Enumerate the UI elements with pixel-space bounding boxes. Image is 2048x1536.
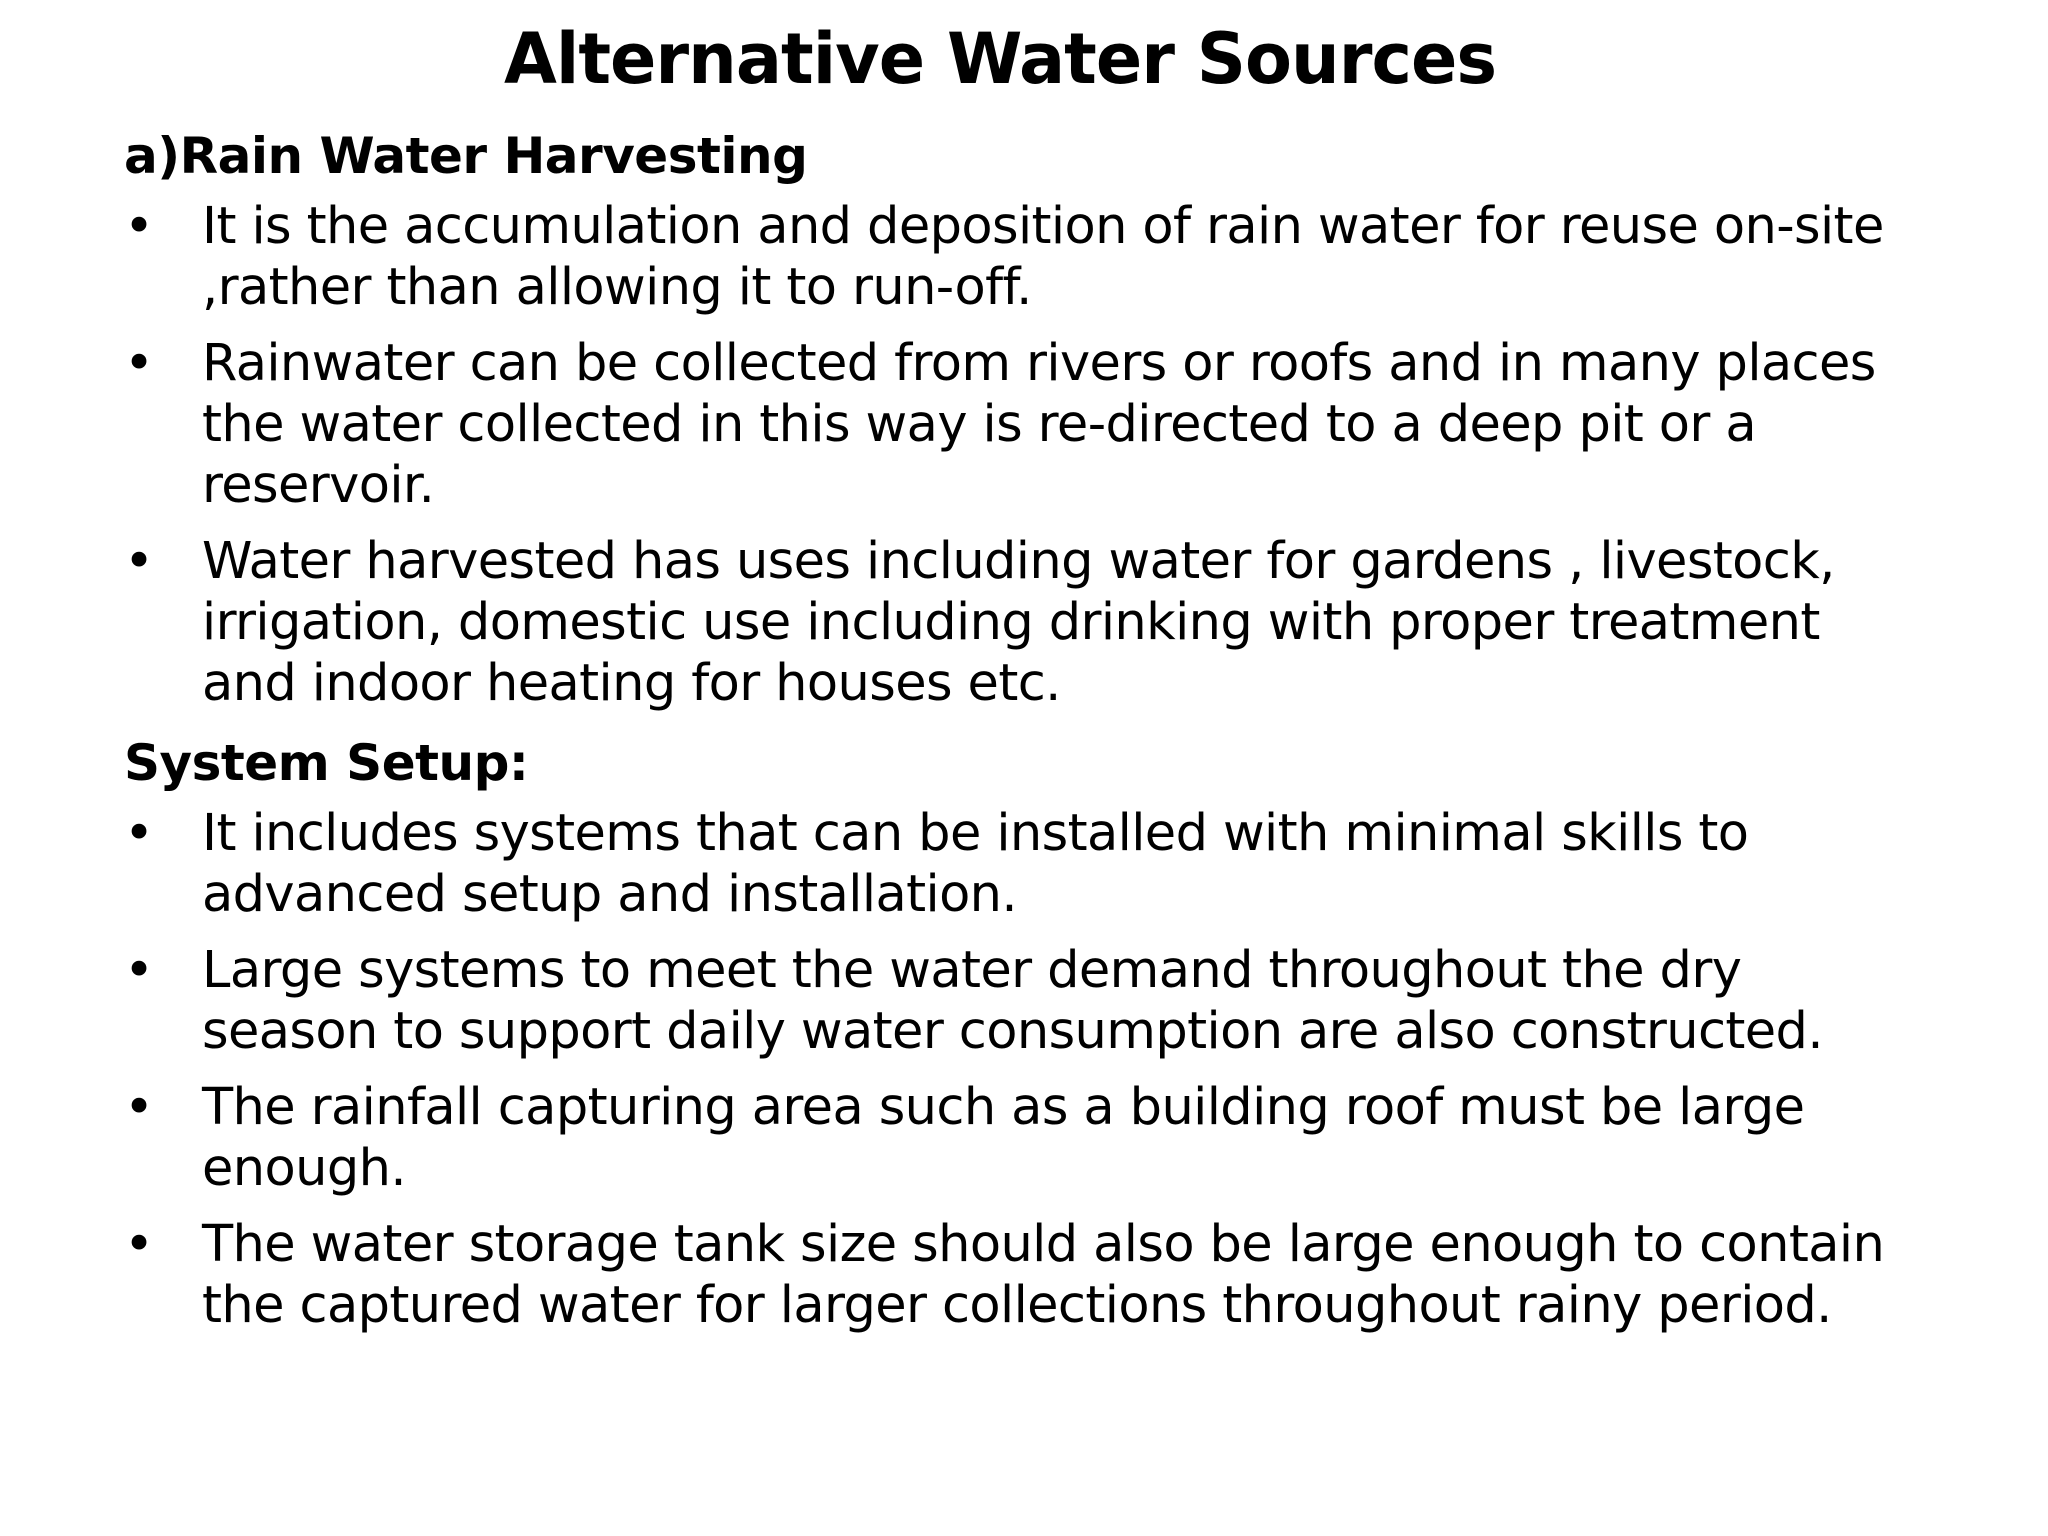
bullet-line: Large systems to meet the water demand throughout the dry — [202, 941, 1742, 1000]
slide-content — [124, 122, 1964, 1351]
bullet-line: irrigation, domestic use including drinking with proper treatment — [202, 593, 1820, 652]
bullet-item — [124, 196, 1964, 318]
bullet-dot: • — [124, 334, 154, 393]
section-heading-rain-water-harvesting: a)Rain Water Harvesting — [124, 127, 808, 185]
bullet-line: season to support daily water consumption are also constructed. — [202, 1002, 1823, 1061]
bullet-list-rain-water-harvesting — [124, 196, 1964, 714]
bullet-dot: • — [124, 941, 154, 1000]
bullet-item — [124, 940, 1964, 1062]
bullet-line: the water collected in this way is re-directed to a deep pit or a — [202, 395, 1757, 454]
bullet-line: It includes systems that can be installed with minimal skills to — [202, 804, 1749, 863]
bullet-line: The water storage tank size should also be large enough to contain — [202, 1215, 1885, 1274]
bullet-dot: • — [124, 1215, 154, 1274]
bullet-line: enough. — [202, 1139, 406, 1198]
bullet-dot: • — [124, 1078, 154, 1137]
section-heading-system-setup: System Setup: — [124, 734, 529, 792]
slide-title: Alternative Water Sources — [503, 18, 1497, 100]
bullet-item — [124, 1214, 1964, 1336]
bullet-line: advanced setup and installation. — [202, 865, 1018, 924]
bullet-item — [124, 803, 1964, 925]
bullet-dot: • — [124, 197, 154, 256]
bullet-item — [124, 333, 1964, 516]
bullet-line: It is the accumulation and deposition of rain water for reuse on-site — [202, 197, 1884, 256]
bullet-item — [124, 1077, 1964, 1199]
bullet-list-system-setup — [124, 803, 1964, 1336]
bullet-item — [124, 531, 1964, 714]
bullet-dot: • — [124, 532, 154, 591]
bullet-line: The rainfall capturing area such as a building roof must be large — [202, 1078, 1805, 1137]
bullet-line: and indoor heating for houses etc. — [202, 654, 1061, 713]
bullet-line: reservoir. — [202, 456, 435, 515]
bullet-line: Rainwater can be collected from rivers or roofs and in many places — [202, 334, 1876, 393]
bullet-line: the captured water for larger collections throughout rainy period. — [202, 1276, 1832, 1335]
bullet-line: ,rather than allowing it to run-off. — [202, 258, 1032, 317]
bullet-dot: • — [124, 804, 154, 863]
bullet-line: Water harvested has uses including water for gardens , livestock, — [202, 532, 1835, 591]
